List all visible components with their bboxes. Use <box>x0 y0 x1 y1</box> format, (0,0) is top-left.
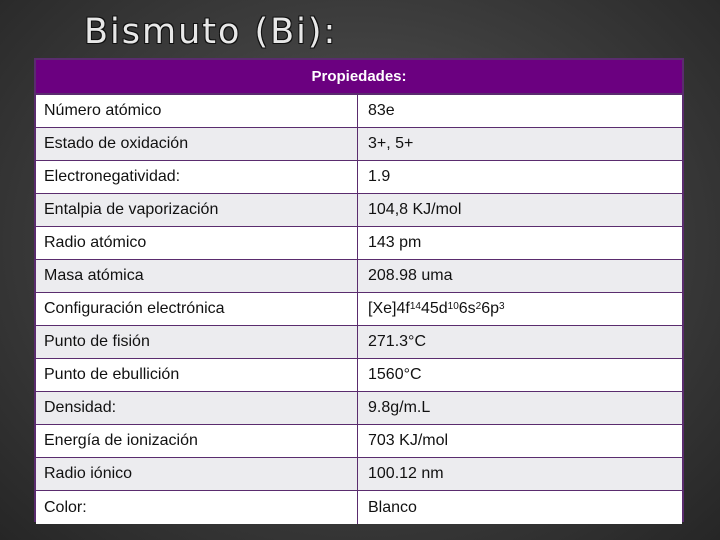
value-cell: 703 KJ/mol <box>368 432 449 449</box>
table-row <box>36 392 682 425</box>
slide-title: Bismuto (Bi): <box>84 12 338 52</box>
property-cell: Punto de fisión <box>36 326 358 358</box>
table-row <box>36 194 682 227</box>
table-row <box>36 491 682 524</box>
table-row <box>36 293 682 326</box>
table-row <box>36 161 682 194</box>
property-cell: Electronegatividad: <box>36 161 358 193</box>
table-row <box>36 359 682 392</box>
property-cell: Densidad: <box>36 392 358 424</box>
property-cell: Configuración electrónica <box>36 293 358 325</box>
value-cell: 9.8g/m.L <box>368 399 431 416</box>
property-cell: Número atómico <box>36 95 358 127</box>
value-cell: 1560°C <box>368 366 422 383</box>
value-text: 45d <box>420 300 448 317</box>
value-text: 6p <box>481 300 500 317</box>
value-cell: 208.98 uma <box>368 267 453 284</box>
table-row <box>36 227 682 260</box>
value-text: 6s <box>458 300 476 317</box>
table-header: Propiedades: <box>36 60 682 95</box>
value-cell: 83e <box>368 102 395 119</box>
property-cell: Punto de ebullición <box>36 359 358 391</box>
property-cell: Radio iónico <box>36 458 358 490</box>
table-row <box>36 458 682 491</box>
value-cell: Blanco <box>368 498 417 516</box>
value-cell: 100.12 nm <box>368 465 444 482</box>
property-cell: Color: <box>36 491 358 524</box>
property-cell: Radio atómico <box>36 227 358 259</box>
value-cell: 1.9 <box>368 168 391 185</box>
value-cell: 104,8 KJ/mol <box>368 201 462 218</box>
table-row <box>36 425 682 458</box>
property-cell: Energía de ionización <box>36 425 358 457</box>
property-cell: Masa atómica <box>36 260 358 292</box>
value-cell: 3+, 5+ <box>368 135 414 152</box>
value-cell: 143 pm <box>368 234 422 251</box>
table-row <box>36 95 682 128</box>
value-cell: [Xe]4f $^{14}$ 45d $^{10}$ 6s $^2$ 6p $^3$ <box>368 300 505 317</box>
table-row <box>36 326 682 359</box>
property-cell: Estado de oxidación <box>36 128 358 160</box>
value-cell: 271.3°C <box>368 333 426 350</box>
table-body <box>36 95 682 524</box>
properties-table <box>34 58 684 522</box>
table-row <box>36 260 682 293</box>
property-cell: Entalpia de vaporización <box>36 194 358 226</box>
table-row <box>36 128 682 161</box>
value-text: [Xe]4f <box>368 300 410 317</box>
